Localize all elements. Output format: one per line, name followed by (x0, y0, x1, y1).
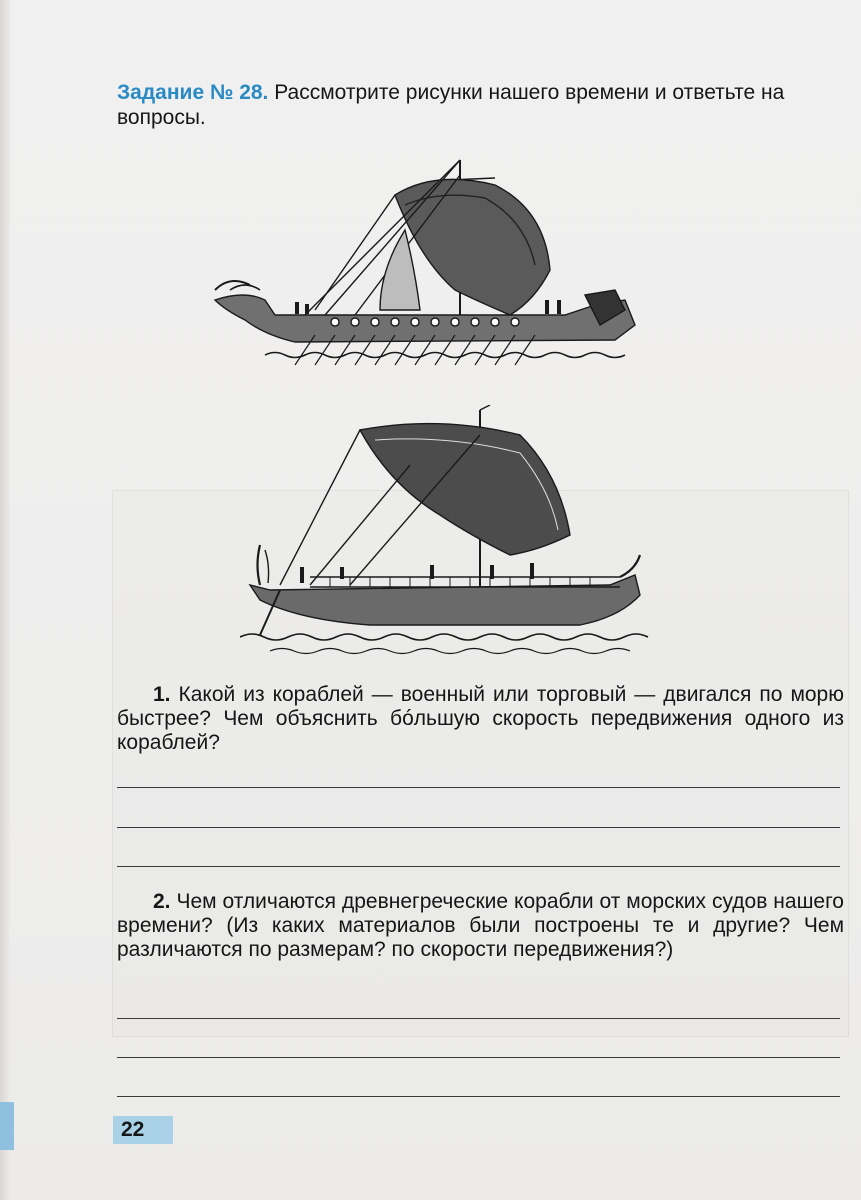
answer-line[interactable] (117, 1057, 840, 1058)
page-edge-marker (0, 1102, 14, 1150)
merchant-ship-illustration (240, 405, 660, 665)
answer-line[interactable] (117, 1096, 840, 1097)
page-binding-edge (0, 0, 10, 1200)
answer-line[interactable] (117, 827, 840, 828)
page-number: 22 (113, 1116, 173, 1144)
question-text: Чем отличаются древнегреческие корабли от морских судов нашего времени? (Из каких материалов были построены те и другие? Чем различаются по размерам? по скорости передвижения?) (117, 890, 844, 961)
question-number: 1. (153, 683, 171, 706)
warship-illustration (205, 150, 700, 375)
question-number: 2. (153, 890, 171, 913)
task-title: Задание № 28. (117, 81, 269, 104)
question-text: Какой из кораблей — военный или торговый — двигался по морю быстрее? Чем объяснить бóльшую скорость передвижения одного из кораблей? (117, 683, 844, 754)
answer-line[interactable] (117, 866, 840, 867)
question-1 (117, 683, 844, 755)
task-instruction: Рассмотрите рисунки нашего времени и ответьте на вопросы. (117, 81, 785, 129)
task-header (117, 80, 847, 130)
answer-line[interactable] (117, 1018, 840, 1019)
question-2 (117, 890, 844, 962)
answer-line[interactable] (117, 787, 840, 788)
